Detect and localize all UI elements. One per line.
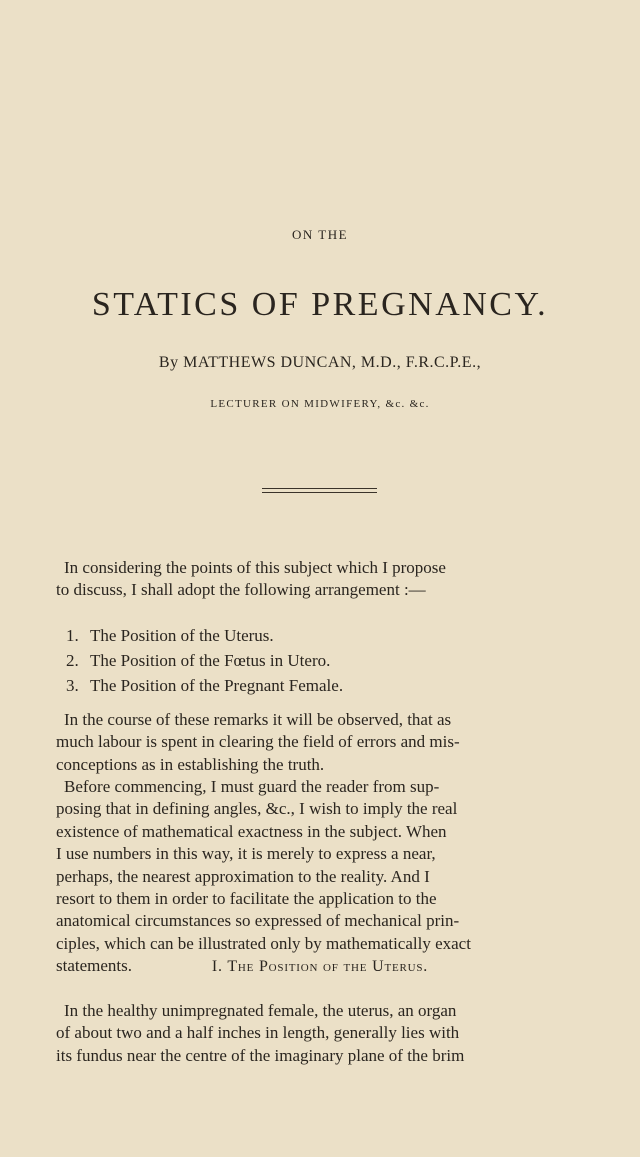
author-byline: By MATTHEWS DUNCAN, M.D., F.R.C.P.E.,	[158, 354, 482, 371]
text-line: posing that in defining angles, &c., I wish to imply the real	[56, 799, 458, 819]
text-line: ciples, which can be illustrated only by mathematically exact	[56, 933, 471, 953]
list-item-number: 1.	[66, 626, 79, 645]
text-line: Before commencing, I must guard the reader from sup-	[64, 777, 440, 796]
text-line: much labour is spent in clearing the field of errors and mis-	[56, 732, 460, 752]
text-line: its fundus near the centre of the imaginary plane of the brim	[56, 1045, 465, 1065]
list-item	[66, 648, 343, 673]
list-item-text: The Position of the Fœtus in Utero.	[90, 651, 331, 670]
list-item	[66, 623, 343, 648]
text-line: In the healthy unimpregnated female, the uterus, an organ	[64, 1001, 457, 1020]
list-item-number: 3.	[66, 676, 79, 695]
text-line: resort to them in order to facilitate the application to the	[56, 889, 437, 909]
text-line: anatomical circumstances so expressed of mechanical prin-	[56, 911, 460, 931]
caution-paragraph	[56, 776, 616, 978]
text-line: In the course of these remarks it will be observed, that as	[64, 710, 452, 729]
remarks-paragraph	[56, 709, 616, 776]
text-line: conceptions as in establishing the truth.	[56, 754, 325, 774]
text-line: perhaps, the nearest approximation to the reality. And I	[56, 866, 430, 886]
list-item-number: 2.	[66, 651, 79, 670]
author-affiliation: LECTURER ON MIDWIFERY, &c. &c.	[210, 398, 430, 410]
section-heading: I. The Position of the Uterus.	[211, 958, 429, 975]
arrangement-list	[66, 623, 343, 698]
intro-line-1: In considering the points of this subject which I propose	[64, 558, 446, 577]
text-line: I use numbers in this way, it is merely to express a near,	[56, 844, 436, 864]
divider-rule-bottom	[262, 492, 377, 493]
list-item	[66, 673, 343, 698]
text-line: statements.	[56, 956, 133, 976]
uterus-paragraph	[56, 1000, 616, 1067]
list-item-text: The Position of the Pregnant Female.	[90, 676, 344, 695]
intro-paragraph	[56, 557, 616, 602]
prefix-on-the: ON THE	[291, 227, 349, 242]
list-item-text: The Position of the Uterus.	[90, 626, 274, 645]
intro-line-2: to discuss, I shall adopt the following arrangement :—	[56, 580, 426, 600]
text-line: of about two and a half inches in length, generally lies with	[56, 1023, 460, 1043]
divider-rule-top	[262, 488, 377, 489]
text-line: existence of mathematical exactness in the subject. When	[56, 821, 447, 841]
page-title: STATICS OF PREGNANCY.	[91, 286, 549, 323]
